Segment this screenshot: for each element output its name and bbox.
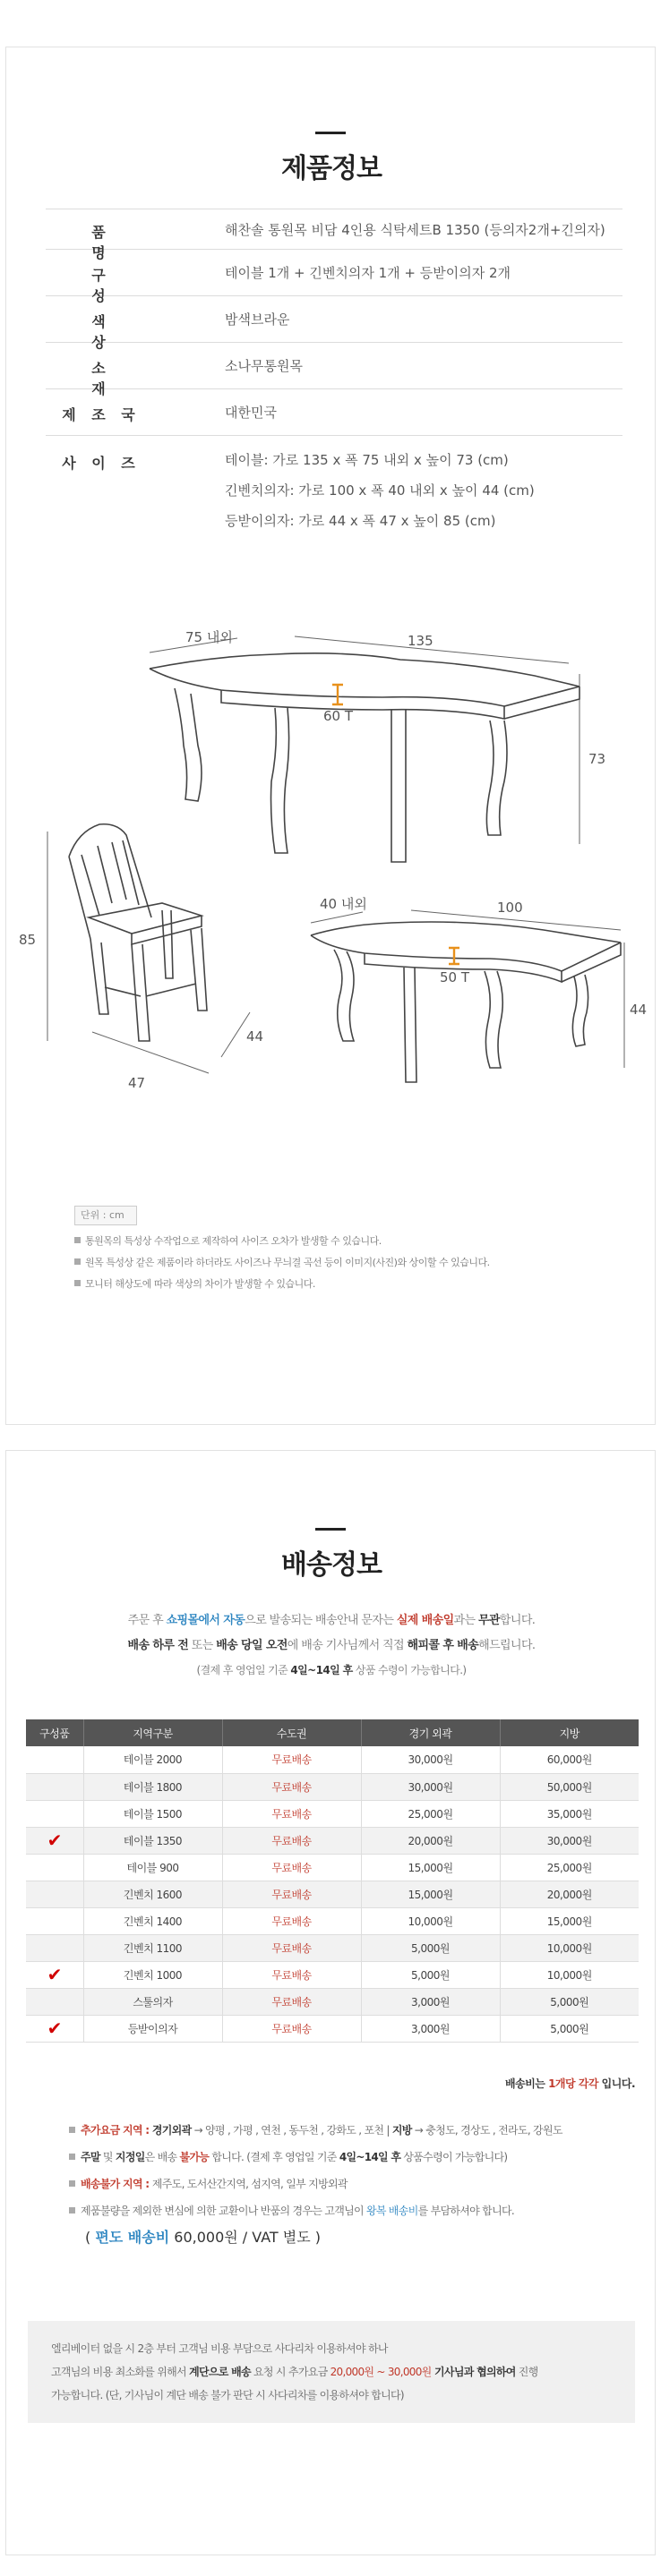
spec-table xyxy=(46,209,622,540)
outer-fee-cell: 5,000원 xyxy=(361,1934,500,1961)
spec-value-line: 해찬솔 통원목 비담 4인용 식탁세트B 1350 (등의자2개+긴의자) xyxy=(225,222,605,238)
bullet-square-icon xyxy=(74,1280,81,1286)
info-text: 은 배송 xyxy=(144,2151,180,2163)
spec-value xyxy=(225,304,622,335)
outer-fee-cell: 15,000원 xyxy=(361,1854,500,1881)
intro-highlight: 쇼핑몰에서 자동 xyxy=(166,1614,245,1627)
notice-text: 요청 시 추가요금 xyxy=(250,2366,330,2378)
table-thickness-label: 60 T xyxy=(323,708,354,724)
metro-fee-cell: 무료배송 xyxy=(222,1827,361,1854)
local-fee-cell: 5,000원 xyxy=(500,2015,639,2042)
bullet-square-icon xyxy=(69,2127,75,2133)
metro-fee-cell: 무료배송 xyxy=(222,1988,361,2015)
notice-bold: 계단으로 배송 xyxy=(189,2366,251,2378)
info-key: 추가요금 지역 : xyxy=(81,2124,152,2137)
info-text: 상품수령이 가능합니다) xyxy=(400,2151,508,2163)
bullet-square-icon xyxy=(69,2180,75,2187)
item-cell: 테이블 900 xyxy=(83,1854,222,1881)
table-row xyxy=(26,1961,639,1988)
check-mark-icon xyxy=(26,1881,83,1907)
delivery-info-section xyxy=(5,1450,656,2555)
bench-depth-label: 40 내외 xyxy=(320,896,367,912)
bullet-square-icon xyxy=(69,2154,75,2160)
bullet-square-icon xyxy=(69,2207,75,2213)
info-bold: 지정일 xyxy=(115,2151,145,2163)
spec-label: 색 상 xyxy=(91,313,125,351)
table-header-cell: 지방 xyxy=(500,1719,639,1746)
intro-text: (결제 후 영업일 기준 xyxy=(196,1664,291,1676)
spec-row-size xyxy=(46,436,622,540)
table-header-cell: 수도권 xyxy=(222,1719,361,1746)
chair-height-label: 85 xyxy=(19,932,37,948)
spec-value-line: 소나무통원목 xyxy=(225,358,303,374)
table-row xyxy=(26,1746,639,1773)
local-fee-cell: 15,000원 xyxy=(500,1907,639,1934)
note-item xyxy=(74,1252,630,1274)
info-text: 제품불량을 제외한 변심에 의한 교환이나 반품의 경우는 고객님이 xyxy=(81,2205,367,2217)
info-bold: 경기외곽 xyxy=(151,2124,192,2137)
info-text: → 양평 , 가평 , 연천 , 동두천 , 강화도 , 포천 | xyxy=(191,2124,392,2137)
outer-fee-cell: 3,000원 xyxy=(361,1988,500,2015)
table-header-cell: 경기 외곽 xyxy=(361,1719,500,1746)
spec-value xyxy=(225,351,622,381)
fee-note-text: 배송비는 xyxy=(505,2077,549,2090)
intro-bold: 무관 xyxy=(478,1614,500,1627)
item-cell: 테이블 1500 xyxy=(83,1800,222,1827)
local-fee-cell: 25,000원 xyxy=(500,1854,639,1881)
shipping-table-body xyxy=(26,1746,639,2042)
bench-thickness-label: 50 T xyxy=(440,969,470,985)
shipping-fee-note xyxy=(505,2076,635,2091)
table-header-row xyxy=(26,1719,639,1746)
table-depth-label: 75 내외 xyxy=(185,629,233,645)
note-text: 원목 특성상 같은 제품이라 하더라도 사이즈나 무늬결 곡선 등이 이미지(사진)와 상이할 수 있습니다. xyxy=(85,1257,490,1268)
spec-value xyxy=(225,397,622,428)
product-info-section xyxy=(5,47,656,1425)
product-notes xyxy=(74,1231,630,1295)
item-cell: 긴벤치 1000 xyxy=(83,1961,222,1988)
table-row xyxy=(26,1827,639,1854)
metro-fee-cell: 무료배송 xyxy=(222,1800,361,1827)
outer-fee-cell: 10,000원 xyxy=(361,1907,500,1934)
info-text: → 충청도, 경상도 , 전라도, 강원도 xyxy=(411,2124,562,2137)
table-row xyxy=(26,1773,639,1800)
note-item xyxy=(74,1231,630,1252)
delivery-intro-line3 xyxy=(6,1662,657,1677)
delivery-details xyxy=(69,2117,642,2253)
bullet-square-icon xyxy=(74,1237,81,1243)
title-bar-decoration xyxy=(315,132,346,134)
note-item xyxy=(74,1274,630,1295)
spec-value-line: 밤색브라운 xyxy=(225,311,290,328)
info-highlight: 왕복 배송비 xyxy=(366,2205,418,2217)
check-mark-icon xyxy=(26,1907,83,1934)
spec-value-line: 테이블: 가로 135 x 폭 75 내외 x 높이 73 (cm) xyxy=(225,452,509,468)
local-fee-cell: 10,000원 xyxy=(500,1961,639,1988)
outer-fee-cell: 3,000원 xyxy=(361,2015,500,2042)
intro-bold: 배송 하루 전 xyxy=(127,1639,189,1652)
intro-text: 주문 후 xyxy=(127,1614,167,1627)
fee-note-text: 입니다. xyxy=(597,2077,635,2090)
note-text: 통원목의 특성상 수작업으로 제작하여 사이즈 오차가 발생할 수 있습니다. xyxy=(85,1235,382,1247)
table-header-cell: 구성품 xyxy=(26,1719,83,1746)
title-bar-decoration xyxy=(315,1528,346,1531)
spec-value-line: 긴벤치의자: 가로 100 x 폭 40 내외 x 높이 44 (cm) xyxy=(225,482,535,499)
info-key: 불가능 xyxy=(179,2151,210,2163)
info-text: 제주도, 도서산간지역, 섬지역, 일부 지방외곽 xyxy=(151,2178,348,2190)
bench-height-label: 44 xyxy=(630,1002,648,1018)
spec-value xyxy=(225,445,622,536)
intro-text: 또는 xyxy=(188,1639,217,1652)
bench-illustration xyxy=(311,896,647,1082)
intro-highlight: 실제 배송일 xyxy=(396,1614,454,1627)
local-fee-cell: 20,000원 xyxy=(500,1881,639,1907)
info-bold: 주말 xyxy=(81,2151,100,2163)
item-cell: 등받이의자 xyxy=(83,2015,222,2042)
chair-depth-label: 44 xyxy=(246,1028,264,1045)
extra-fee-region-line xyxy=(69,2117,642,2144)
intro-bold: 해피콜 후 배송 xyxy=(407,1639,479,1652)
outer-fee-cell: 30,000원 xyxy=(361,1746,500,1773)
check-mark-icon xyxy=(26,1988,83,2015)
bullet-square-icon xyxy=(74,1258,81,1265)
outer-fee-cell: 5,000원 xyxy=(361,1961,500,1988)
intro-bold: 4일~14일 후 xyxy=(290,1664,353,1676)
item-cell: 스툴의자 xyxy=(83,1988,222,2015)
check-mark-icon xyxy=(26,1800,83,1827)
notice-highlight: 20,000원 ~ 30,000원 xyxy=(330,2366,432,2378)
weekend-delivery-line xyxy=(69,2144,642,2171)
spec-value xyxy=(225,258,622,288)
metro-fee-cell: 무료배송 xyxy=(222,1961,361,1988)
notice-line xyxy=(51,2360,612,2384)
table-width-label: 135 xyxy=(408,633,434,649)
check-mark-icon xyxy=(26,1773,83,1800)
table-height-label: 73 xyxy=(588,751,606,767)
spec-row-color xyxy=(46,296,622,351)
metro-fee-cell: 무료배송 xyxy=(222,1881,361,1907)
intro-text: 상품 수령이 가능합니다.) xyxy=(352,1664,467,1676)
spec-row-material xyxy=(46,343,622,397)
check-mark-icon: ✔ xyxy=(26,1961,83,1988)
item-cell: 긴벤치 1600 xyxy=(83,1881,222,1907)
intro-text: 합니다. xyxy=(499,1614,536,1627)
table-header-cell: 지역구분 xyxy=(83,1719,222,1746)
item-cell: 긴벤치 1400 xyxy=(83,1907,222,1934)
table-row xyxy=(26,2015,639,2042)
check-mark-icon: ✔ xyxy=(26,1827,83,1854)
delivery-info-title: 배송정보 xyxy=(281,1549,382,1581)
spec-label: 사 이 즈 xyxy=(62,455,141,472)
note-text: 모니터 해상도에 따라 색상의 차이가 발생할 수 있습니다. xyxy=(85,1278,315,1290)
outer-fee-cell: 20,000원 xyxy=(361,1827,500,1854)
intro-text: 과는 xyxy=(453,1614,478,1627)
spec-value-line: 대한민국 xyxy=(225,405,277,421)
info-text: 및 xyxy=(99,2151,116,2163)
outer-fee-cell: 15,000원 xyxy=(361,1881,500,1907)
local-fee-cell: 5,000원 xyxy=(500,1988,639,2015)
shipping-fee-table xyxy=(26,1719,639,2043)
table-row xyxy=(26,1800,639,1827)
spec-value xyxy=(225,215,622,245)
intro-text: 해드립니다. xyxy=(478,1639,536,1652)
item-cell: 테이블 1800 xyxy=(83,1773,222,1800)
metro-fee-cell: 무료배송 xyxy=(222,1854,361,1881)
intro-text: 에 배송 기사님께서 직접 xyxy=(287,1639,408,1652)
info-bold: 지방 xyxy=(391,2124,412,2137)
one-way-fee xyxy=(69,2224,642,2253)
chair-width-label: 47 xyxy=(128,1075,146,1091)
check-mark-icon xyxy=(26,1746,83,1773)
info-bold: 4일~14일 후 xyxy=(339,2151,401,2163)
table-row xyxy=(26,1988,639,2015)
table-illustration xyxy=(150,629,605,862)
item-cell: 테이블 2000 xyxy=(83,1746,222,1773)
unit-label: 단위 : cm xyxy=(74,1206,137,1225)
spec-label: 구 성 xyxy=(91,267,125,304)
notice-line: 가능합니다. (단, 기사님이 계단 배송 불가 판단 시 사다리차를 이용하셔야 합니다) xyxy=(51,2389,404,2401)
spec-row-name xyxy=(46,209,622,261)
local-fee-cell: 10,000원 xyxy=(500,1934,639,1961)
dimension-drawing xyxy=(6,620,657,1193)
spec-label: 제 조 국 xyxy=(62,406,141,423)
product-info-title: 제품정보 xyxy=(281,153,382,184)
table-row xyxy=(26,1907,639,1934)
metro-fee-cell: 무료배송 xyxy=(222,1746,361,1773)
local-fee-cell: 30,000원 xyxy=(500,1827,639,1854)
chair-illustration xyxy=(19,824,263,1091)
no-delivery-region-line xyxy=(69,2171,642,2197)
metro-fee-cell: 무료배송 xyxy=(222,1907,361,1934)
spec-row-origin xyxy=(46,389,622,436)
check-mark-icon xyxy=(26,1934,83,1961)
table-row xyxy=(26,1881,639,1907)
notice-text: 진행 xyxy=(515,2366,538,2378)
bench-width-label: 100 xyxy=(497,900,523,916)
fee-text: 60,000원 / VAT 별도 ) xyxy=(169,2229,322,2246)
info-key: 배송불가 지역 : xyxy=(81,2178,152,2190)
spec-label: 소 재 xyxy=(91,360,125,397)
spec-label: 품 명 xyxy=(91,224,125,261)
local-fee-cell: 60,000원 xyxy=(500,1746,639,1773)
info-text: 를 부담하셔야 합니다. xyxy=(417,2205,514,2217)
metro-fee-cell: 무료배송 xyxy=(222,1773,361,1800)
intro-bold: 배송 당일 오전 xyxy=(216,1639,288,1652)
spec-value-line: 테이블 1개 + 긴벤치의자 1개 + 등받이의자 2개 xyxy=(225,265,511,281)
item-cell: 테이블 1350 xyxy=(83,1827,222,1854)
stair-delivery-notice xyxy=(28,2321,635,2423)
return-policy-line xyxy=(69,2197,642,2224)
outer-fee-cell: 30,000원 xyxy=(361,1773,500,1800)
check-mark-icon xyxy=(26,1854,83,1881)
intro-text: 으로 발송되는 배송안내 문자는 xyxy=(245,1614,397,1627)
local-fee-cell: 35,000원 xyxy=(500,1800,639,1827)
fee-note-highlight: 1개당 각각 xyxy=(548,2077,598,2090)
table-row xyxy=(26,1934,639,1961)
notice-text: 고객님의 비용 최소화를 위해서 xyxy=(51,2366,190,2378)
metro-fee-cell: 무료배송 xyxy=(222,1934,361,1961)
spec-value-line: 등받이의자: 가로 44 x 폭 47 x 높이 85 (cm) xyxy=(225,513,496,529)
table-row xyxy=(26,1854,639,1881)
notice-line: 엘리베이터 없을 시 2층 부터 고객님 비용 부담으로 사다리차 이용하셔야 하나 xyxy=(51,2342,388,2355)
fee-text: ( xyxy=(85,2229,96,2246)
spec-row-composition xyxy=(46,250,622,304)
local-fee-cell: 50,000원 xyxy=(500,1773,639,1800)
notice-bold: 기사님과 협의하여 xyxy=(431,2366,516,2378)
info-text: 합니다. (결제 후 영업일 기준 xyxy=(209,2151,339,2163)
delivery-intro-line1 xyxy=(6,1610,657,1627)
metro-fee-cell: 무료배송 xyxy=(222,2015,361,2042)
outer-fee-cell: 25,000원 xyxy=(361,1800,500,1827)
delivery-intro-line2 xyxy=(6,1635,657,1652)
fee-highlight: 편도 배송비 xyxy=(95,2229,170,2246)
check-mark-icon: ✔ xyxy=(26,2015,83,2042)
item-cell: 긴벤치 1100 xyxy=(83,1934,222,1961)
